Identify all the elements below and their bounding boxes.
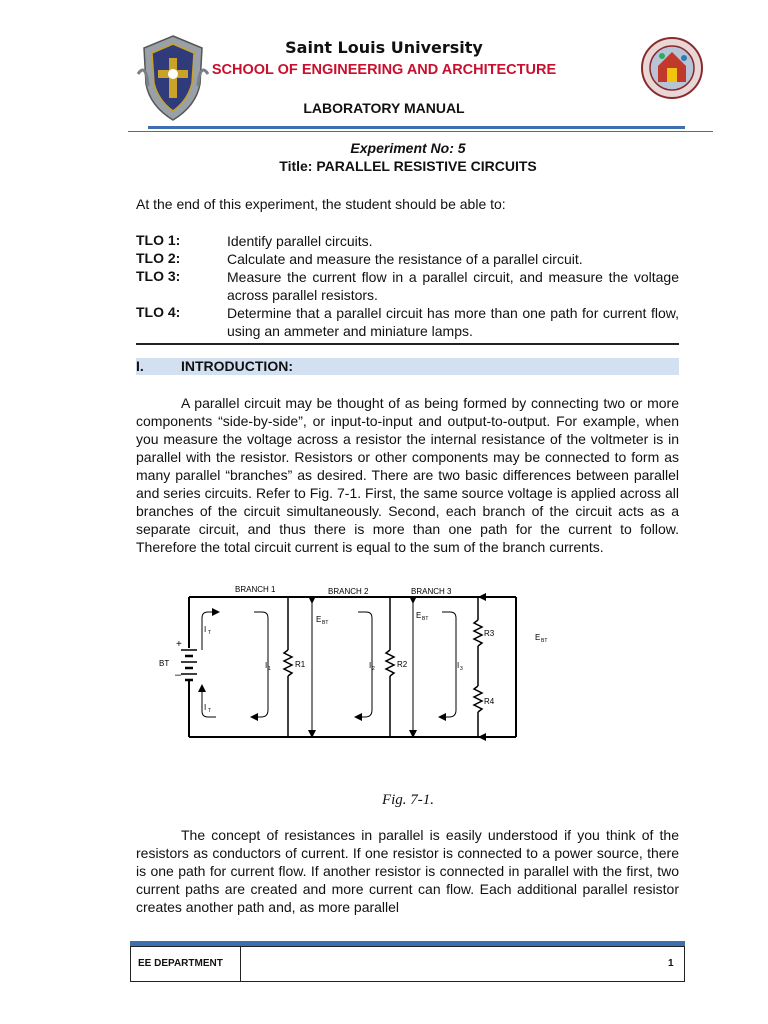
- tlo-text: Calculate and measure the resistance of a parallel circuit.: [227, 251, 583, 267]
- current-label: I: [204, 625, 207, 634]
- current-subscript: T: [208, 708, 212, 714]
- resistor-label: R2: [397, 660, 408, 669]
- manual-title: LABORATORY MANUAL: [303, 100, 465, 116]
- branch-label: BRANCH 2: [328, 587, 369, 596]
- voltage-label: E: [416, 611, 422, 620]
- tlo-text: Identify parallel circuits.: [227, 233, 373, 249]
- battery-minus: –: [175, 669, 182, 681]
- objectives-lead: At the end of this experiment, the student should be able to:: [136, 196, 506, 212]
- battery-symbol: [181, 650, 197, 680]
- section-title: INTRODUCTION:: [181, 358, 293, 374]
- current-label: I: [265, 661, 268, 670]
- school-name: SCHOOL OF ENGINEERING AND ARCHITECTURE: [211, 62, 557, 78]
- branch-label: BRANCH 1: [235, 585, 276, 594]
- current-subscript: 1: [268, 666, 271, 672]
- current-label: I: [369, 661, 372, 670]
- paragraph: A parallel circuit may be thought of as being formed by connecting two or more components “side-by-side”, or input-to-input and output-to-output. For example, when you measure the voltage across a resistor the internal resistance of the voltmeter is in parallel with the resistor. Resistors or other components may be connected to form as many parallel “branches” as desired. There are two basic differences between parallel and series circuits. Refer to Fig. 7-1. First, the same source voltage is applied across all branches of the circuit simultaneously. Second, each branch of the circuit acts as a separate circuit, and thus there is more than one path for the current to follow. Therefore the total circuit current is equal to the sum of the branch currents.: [136, 395, 679, 555]
- current-subscript: T: [208, 630, 212, 636]
- experiment-title: Title: PARALLEL RESISTIVE CIRCUITS: [279, 158, 537, 174]
- footer-department: EE DEPARTMENT: [138, 958, 223, 969]
- section-number: I.: [136, 358, 144, 374]
- parallel-circuit-diagram: [150, 580, 550, 750]
- experiment-number: Experiment No: 5: [350, 140, 466, 156]
- tlo-text: Determine that a parallel circuit has more than one path for current flow, using an ammeter and miniature lamps.: [227, 305, 679, 339]
- resistor-label: R4: [484, 697, 495, 706]
- battery-label: BT: [159, 659, 170, 668]
- page-number: 1: [668, 958, 674, 969]
- university-name: Saint Louis University: [285, 38, 483, 57]
- figure-caption: Fig. 7-1.: [381, 792, 435, 808]
- tlo-text: Measure the current flow in a parallel circuit, and measure the voltage across parallel resistors.: [227, 269, 679, 303]
- voltage-subscript: BT: [322, 620, 329, 626]
- battery-plus: +: [176, 639, 182, 650]
- resistor-label: R1: [295, 660, 306, 669]
- current-label: I: [204, 703, 207, 712]
- current-subscript: 2: [372, 666, 375, 672]
- tlo-label: TLO 1:: [136, 232, 181, 248]
- current-label: I: [457, 661, 460, 670]
- current-subscript: 3: [460, 666, 463, 672]
- voltage-label: E: [535, 633, 541, 642]
- voltage-subscript: BT: [541, 638, 548, 644]
- footer-divider: [240, 946, 241, 982]
- header-rule-thin: [128, 131, 713, 132]
- paragraph: The concept of resistances in parallel is easily understood if you think of the resistors as conductors of current. If one resistor is connected to a power source, there is one path for current flow. If another resistor is connected in parallel with the first, two current paths are created and more current can flow. Each additional parallel resistor creates another path and, as more parallel: [136, 827, 679, 915]
- header-rule: [148, 126, 685, 129]
- section-divider: [136, 343, 679, 345]
- tlo-label: TLO 3:: [136, 268, 181, 284]
- tlo-label: TLO 4:: [136, 304, 181, 320]
- voltage-label: E: [316, 615, 322, 624]
- tlo-label: TLO 2:: [136, 250, 181, 266]
- voltage-subscript: BT: [422, 616, 429, 622]
- branch-label: BRANCH 3: [411, 587, 452, 596]
- resistor-label: R3: [484, 629, 495, 638]
